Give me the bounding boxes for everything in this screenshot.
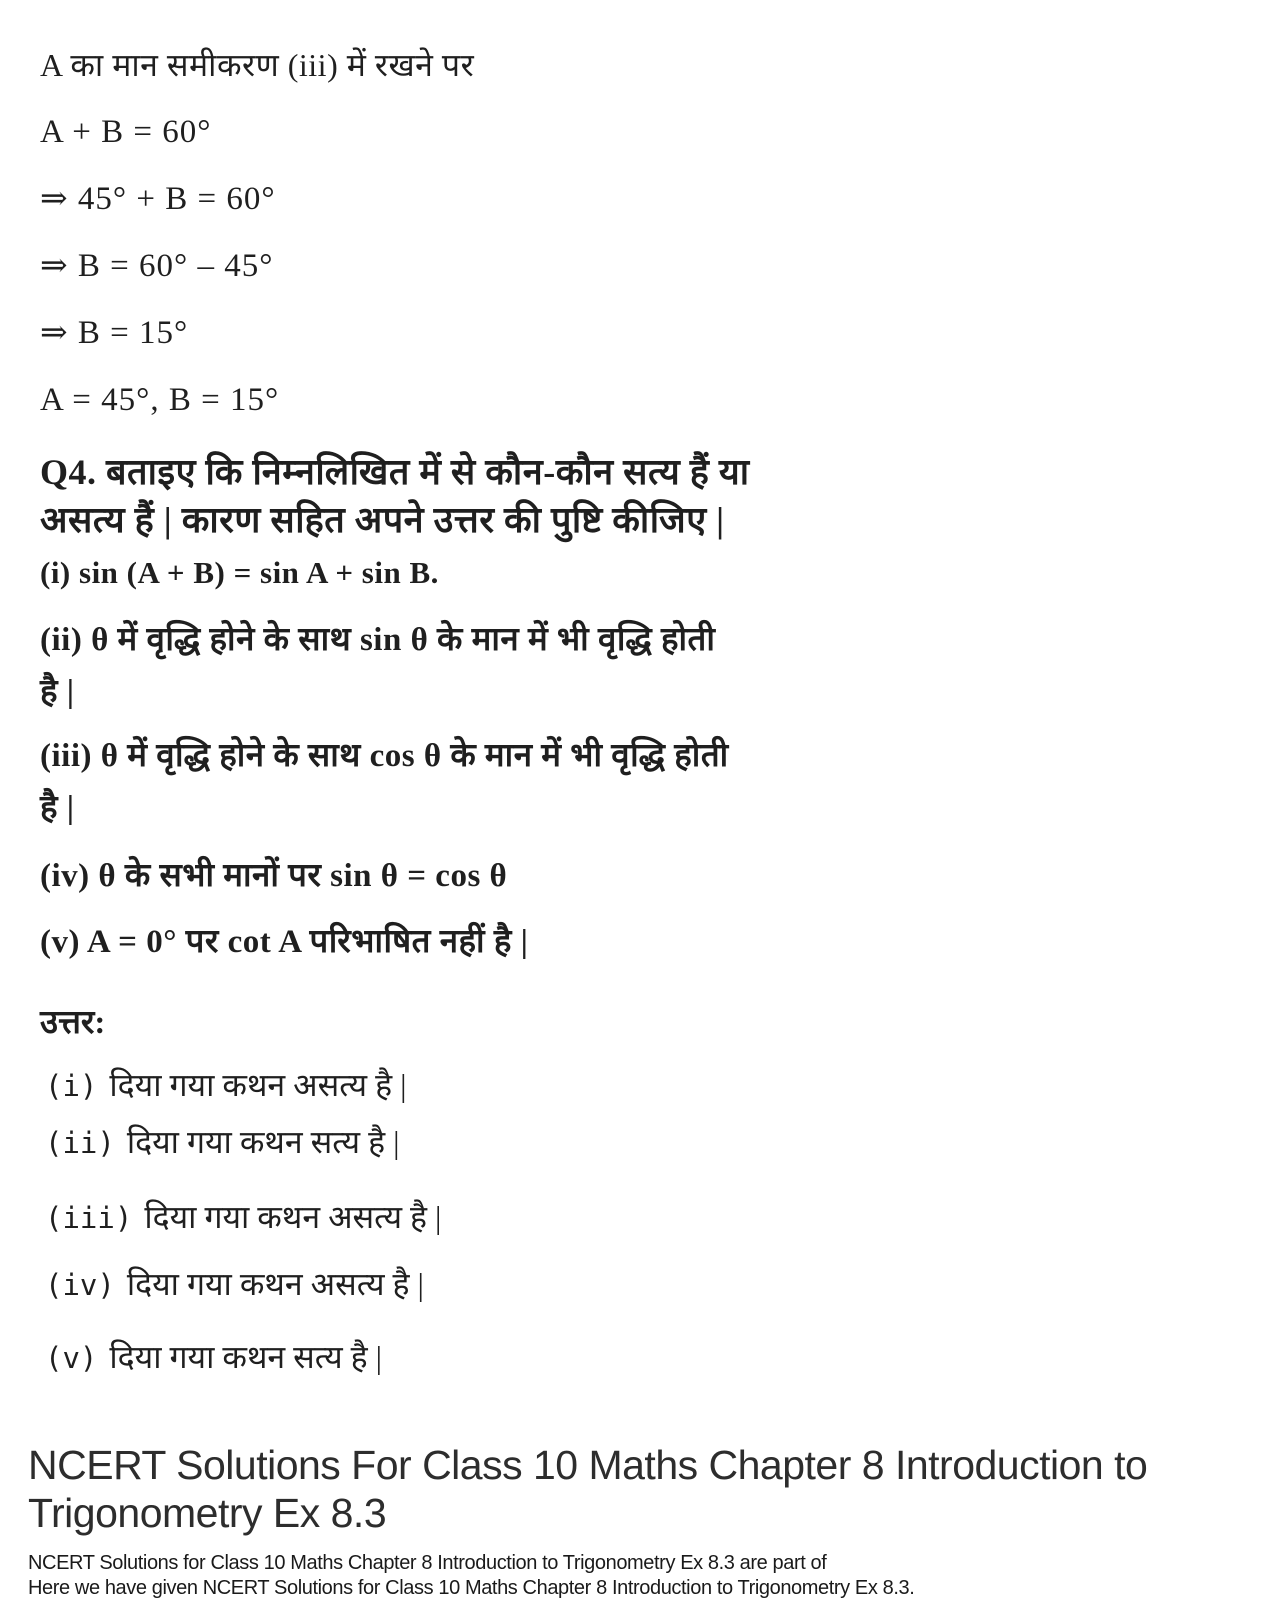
- question-line: Q4. बताइए कि निम्नलिखित में से कौन-कौन सत्य हैं या: [40, 452, 750, 492]
- answer-text: दिया गया कथन सत्य है |: [126, 1124, 400, 1160]
- answer-item: [45, 1263, 1235, 1306]
- question-item-line: (iii) θ में वृद्धि होने के साथ cos θ के मान में भी वृद्धि होती: [40, 738, 729, 774]
- answer-item: [45, 1336, 1235, 1379]
- footer-paragraph-line: NCERT Solutions for Class 10 Maths Chapter 8 Introduction to Trigonometry Ex 8.3 are part of: [28, 1552, 827, 1574]
- footer-paragraph-line: Here we have given NCERT Solutions for Class 10 Maths Chapter 8 Introduction to Trigonometry Ex 8.3.: [28, 1577, 915, 1599]
- equation-line: ⇒ B = 15°: [40, 315, 189, 351]
- answer-item: [45, 1064, 1235, 1107]
- answer-marker: (iii): [45, 1201, 133, 1235]
- question-item-line: (ii) θ में वृद्धि होने के साथ sin θ के मान में भी वृद्धि होती: [40, 622, 716, 658]
- question-item-v: (v) A = 0° पर cot A परिभाषित नहीं है |: [40, 924, 529, 960]
- question-item-line: है |: [40, 674, 75, 710]
- answer-text: दिया गया कथन असत्य है |: [126, 1266, 424, 1302]
- question-item-iii: [40, 730, 1235, 834]
- equation-line: ⇒ B = 60° – 45°: [40, 248, 274, 284]
- footer-section: [0, 1441, 1275, 1601]
- equation-line: A = 45°, B = 15°: [40, 382, 280, 418]
- equation-line: A + B = 60°: [40, 114, 212, 150]
- answer-marker: (v): [45, 1341, 98, 1375]
- answer-item: [45, 1196, 1235, 1239]
- answer-marker: (iv): [45, 1268, 115, 1302]
- question-line: असत्य हैं | कारण सहित अपने उत्तर की पुष्टि कीजिए |: [40, 500, 725, 540]
- answer-marker: (i): [45, 1069, 98, 1103]
- answer-heading: उत्तर:: [40, 1005, 106, 1041]
- equation-line: ⇒ 45° + B = 60°: [40, 181, 276, 217]
- page-title: NCERT Solutions For Class 10 Maths Chapter 8 Introduction to Trigonometry Ex 8.3: [28, 1442, 1148, 1536]
- question-item-line: है |: [40, 790, 75, 826]
- question-item-iv: (iv) θ के सभी मानों पर sin θ = cos θ: [40, 858, 508, 894]
- answer-marker: (ii): [45, 1126, 115, 1160]
- answer-text: दिया गया कथन सत्य है |: [109, 1339, 383, 1375]
- solution-intro: A का मान समीकरण (iii) में रखने पर: [40, 47, 475, 83]
- answer-text: दिया गया कथन असत्य है |: [109, 1067, 407, 1103]
- question-item-ii: [40, 614, 1235, 718]
- question-4: [40, 448, 1235, 544]
- footer-paragraph: [28, 1551, 1245, 1601]
- question-item-i: (i) sin (A + B) = sin A + sin B.: [40, 555, 439, 590]
- answer-item: [45, 1121, 1235, 1164]
- answer-text: दिया गया कथन असत्य है |: [144, 1199, 442, 1235]
